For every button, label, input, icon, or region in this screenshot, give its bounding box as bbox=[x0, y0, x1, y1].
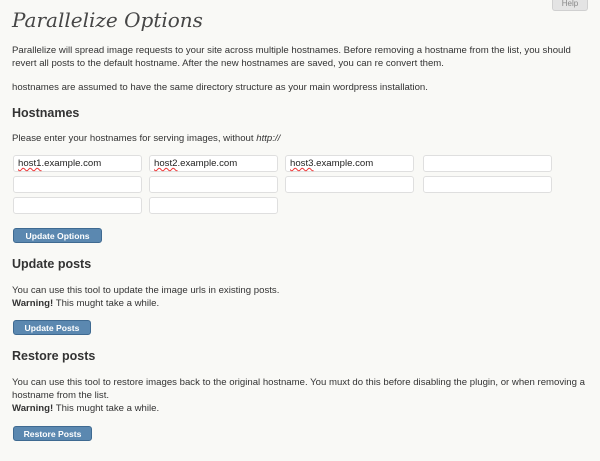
intro-note: hostnames are assumed to have the same directory structure as your main wordpress installation. bbox=[12, 82, 428, 93]
page-title: Parallelize Options bbox=[12, 8, 203, 32]
hostname-field-3[interactable] bbox=[285, 155, 414, 172]
hostname-field-3-spell: host3 bbox=[290, 158, 314, 169]
update-options-button[interactable]: Update Options bbox=[13, 228, 102, 243]
hostname-field-7[interactable] bbox=[285, 176, 414, 193]
hostname-field-8[interactable] bbox=[423, 176, 552, 193]
hostname-field-2-domain: .example.com bbox=[177, 158, 238, 169]
update-posts-description: You can use this tool to update the image urls in existing posts. bbox=[12, 285, 280, 296]
hostname-field-5[interactable] bbox=[13, 176, 142, 193]
hostname-field-10[interactable] bbox=[149, 197, 278, 214]
update-posts-warning bbox=[12, 297, 159, 310]
restore-posts-button[interactable]: Restore Posts bbox=[13, 426, 92, 441]
hostname-field-3-domain: .example.com bbox=[313, 158, 374, 169]
instruction-protocol: http:// bbox=[256, 133, 281, 144]
hostname-field-1-domain: .example.com bbox=[41, 158, 102, 169]
restore-posts-warning bbox=[12, 402, 159, 415]
update-posts-heading: Update posts bbox=[12, 257, 92, 271]
warning-label: Warning! bbox=[12, 298, 54, 309]
help-tab[interactable]: Help bbox=[552, 0, 588, 11]
update-posts-button[interactable]: Update Posts bbox=[13, 320, 91, 335]
intro-text: Parallelize will spread image requests to your site across multiple hostnames. Before removing a hostname from the list, you should revert all posts to the default hostname. After the new hostnames are saved, you can re convert them. bbox=[12, 45, 571, 69]
hostname-field-4[interactable] bbox=[423, 155, 552, 172]
hostnames-instruction bbox=[12, 132, 280, 145]
hostname-field-1-spell: host1 bbox=[18, 158, 42, 169]
hostname-field-2[interactable] bbox=[149, 155, 278, 172]
hostname-field-9[interactable] bbox=[13, 197, 142, 214]
warning-label: Warning! bbox=[12, 403, 54, 414]
instruction-text: Please enter your hostnames for serving images, without bbox=[12, 133, 257, 144]
warning-text: This mught take a while. bbox=[53, 298, 160, 309]
restore-posts-heading: Restore posts bbox=[12, 349, 96, 363]
hostname-field-2-spell: host2 bbox=[154, 158, 178, 169]
hostname-field-6[interactable] bbox=[149, 176, 278, 193]
options-page bbox=[12, 0, 592, 439]
restore-posts-description: You can use this tool to restore images back to the original hostname. You muxt do this before disabling the plugin, or when removing a hostname from the list. bbox=[12, 377, 585, 401]
hostnames-heading: Hostnames bbox=[12, 106, 80, 120]
warning-text: This mught take a while. bbox=[53, 403, 160, 414]
hostname-field-1[interactable] bbox=[13, 155, 142, 172]
